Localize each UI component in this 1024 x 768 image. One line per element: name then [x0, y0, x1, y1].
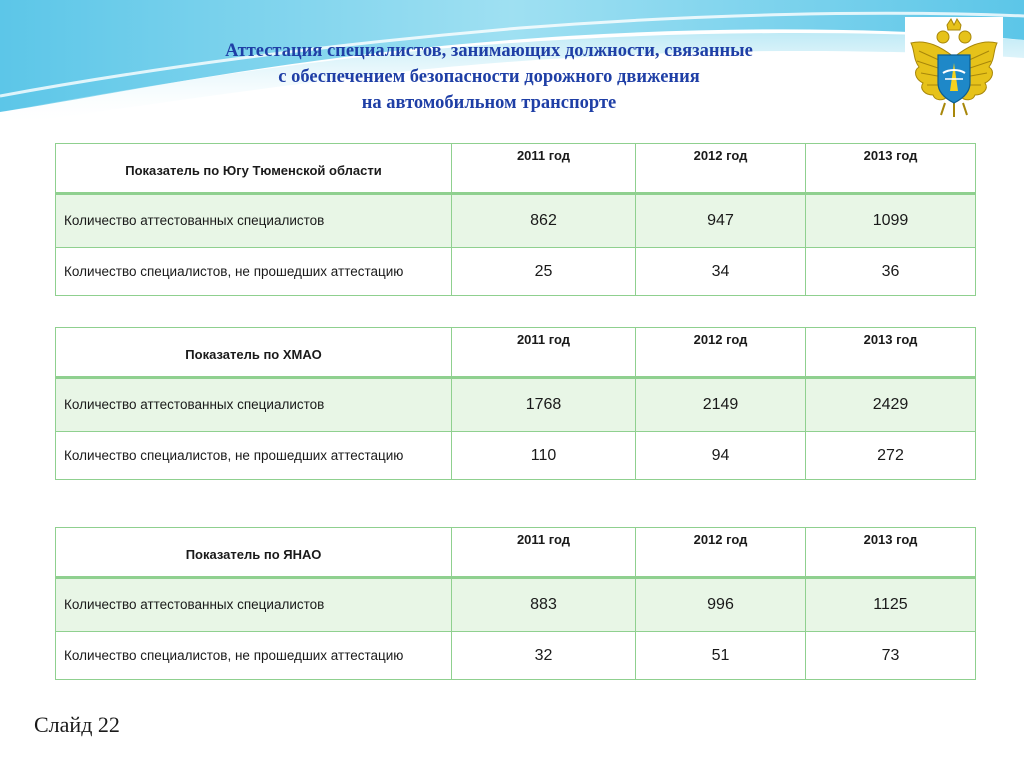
table-south-tyumen [55, 143, 976, 296]
table-khmao [55, 327, 976, 480]
slide-number: Слайд 22 [34, 712, 120, 737]
header-indicator: Показатель по ЯНАО [56, 528, 452, 578]
eagle-emblem-icon [905, 17, 1003, 121]
table-header-row [56, 144, 976, 194]
table-row [56, 432, 976, 480]
cell-value: 883 [452, 578, 636, 632]
cell-value: 2429 [806, 378, 976, 432]
row-label-failed: Количество специалистов, не прошедших аттестацию [56, 432, 452, 480]
cell-value: 947 [636, 194, 806, 248]
cell-value: 1099 [806, 194, 976, 248]
cell-value: 996 [636, 578, 806, 632]
header-year-2013: 2013 год [806, 144, 976, 194]
title-line-2: с обеспечением безопасности дорожного движения [278, 67, 700, 87]
header-year-2012: 2012 год [636, 328, 806, 378]
row-label-certified: Количество аттестованных специалистов [56, 578, 452, 632]
table-yanao [55, 527, 976, 680]
table-row [56, 378, 976, 432]
table-header-row [56, 528, 976, 578]
cell-value: 94 [636, 432, 806, 480]
cell-value: 272 [806, 432, 976, 480]
table-header-row [56, 328, 976, 378]
title-line-1: Аттестация специалистов, занимающих должности, связанные [225, 41, 753, 61]
cell-value: 862 [452, 194, 636, 248]
cell-value: 51 [636, 632, 806, 680]
table-row [56, 194, 976, 248]
header-year-2013: 2013 год [806, 328, 976, 378]
cell-value: 110 [452, 432, 636, 480]
row-label-failed: Количество специалистов, не прошедших аттестацию [56, 632, 452, 680]
cell-value: 1125 [806, 578, 976, 632]
cell-value: 32 [452, 632, 636, 680]
header-year-2012: 2012 год [636, 528, 806, 578]
header-year-2013: 2013 год [806, 528, 976, 578]
header-year-2011: 2011 год [452, 144, 636, 194]
table-row [56, 578, 976, 632]
title-line-3: на автомобильном транспорте [361, 93, 617, 113]
row-label-failed: Количество специалистов, не прошедших аттестацию [56, 248, 452, 296]
header-indicator: Показатель по Югу Тюменской области [56, 144, 452, 194]
row-label-certified: Количество аттестованных специалистов [56, 378, 452, 432]
header-indicator: Показатель по ХМАО [56, 328, 452, 378]
cell-value: 2149 [636, 378, 806, 432]
header-year-2011: 2011 год [452, 528, 636, 578]
row-label-certified: Количество аттестованных специалистов [56, 194, 452, 248]
cell-value: 1768 [452, 378, 636, 432]
cell-value: 25 [452, 248, 636, 296]
slide-title [118, 38, 860, 116]
header-year-2012: 2012 год [636, 144, 806, 194]
header-year-2011: 2011 год [452, 328, 636, 378]
cell-value: 36 [806, 248, 976, 296]
table-row [56, 248, 976, 296]
cell-value: 73 [806, 632, 976, 680]
table-row [56, 632, 976, 680]
cell-value: 34 [636, 248, 806, 296]
